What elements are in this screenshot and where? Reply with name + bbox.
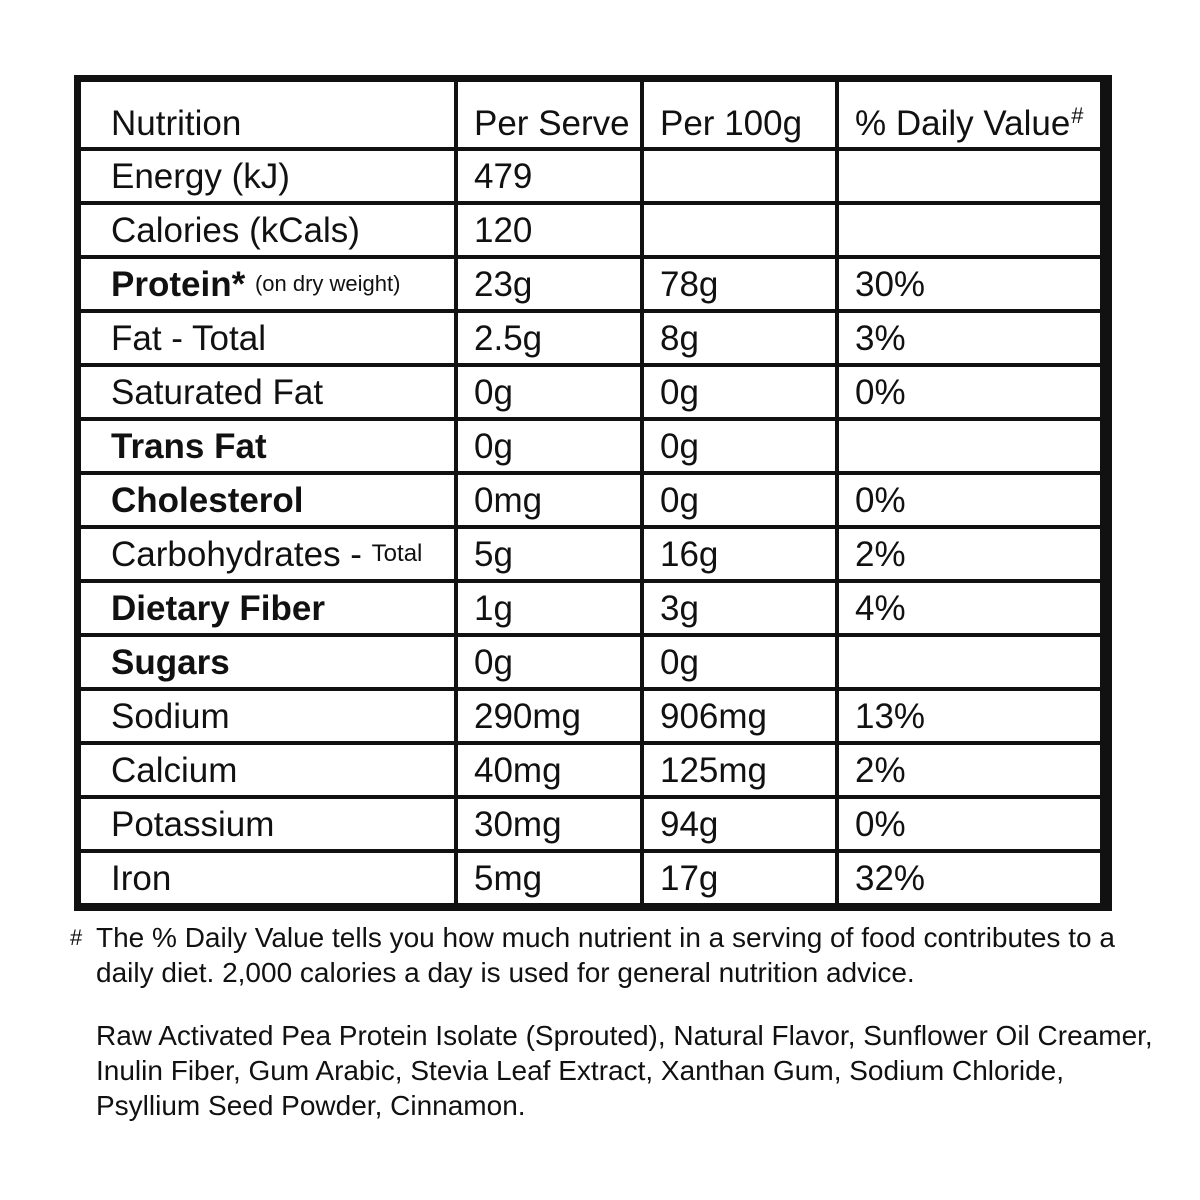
row-saturated-fat-daily-value: 0%: [839, 367, 1100, 417]
row-sugars-name: Sugars: [81, 637, 454, 687]
row-energy-per-serve: 479: [458, 151, 640, 201]
header-per-100g: Per 100g: [644, 82, 835, 147]
row-trans-fat-daily-value: [839, 421, 1100, 471]
footnote-mark: #: [70, 925, 83, 950]
row-saturated-fat-per-serve: 0g: [458, 367, 640, 417]
row-calories-name: Calories (kCals): [81, 205, 454, 255]
row-calories-daily-value: [839, 205, 1100, 255]
row-carbohydrates-name: [81, 529, 454, 579]
row-iron-per-100g: 17g: [644, 853, 835, 903]
row-trans-fat-per-100g: 0g: [644, 421, 835, 471]
header-nutrition: Nutrition: [81, 82, 454, 147]
row-calories-per-100g: [644, 205, 835, 255]
row-energy-name: Energy (kJ): [81, 151, 454, 201]
row-calcium-daily-value: 2%: [839, 745, 1100, 795]
row-iron-name: Iron: [81, 853, 454, 903]
row-sodium-daily-value: 13%: [839, 691, 1100, 741]
row-sugars-daily-value: [839, 637, 1100, 687]
row-sodium-per-100g: 906mg: [644, 691, 835, 741]
row-fat-total-per-serve: 2.5g: [458, 313, 640, 363]
row-saturated-fat-name: Saturated Fat: [81, 367, 454, 417]
row-calcium-name: Calcium: [81, 745, 454, 795]
header-per-serve: Per Serve: [458, 82, 640, 147]
row-dietary-fiber-per-serve: 1g: [458, 583, 640, 633]
header-daily-value-label: % Daily Value: [855, 104, 1071, 143]
row-potassium-per-100g: 94g: [644, 799, 835, 849]
row-carbohydrates-daily-value: 2%: [839, 529, 1100, 579]
row-iron-daily-value: 32%: [839, 853, 1100, 903]
row-carbohydrates-label: Carbohydrates -: [111, 534, 372, 574]
ingredients-list: Raw Activated Pea Protein Isolate (Sprouted), Natural Flavor, Sunflower Oil Creamer, Inulin Fiber, Gum Arabic, Stevia Leaf Extract, Xanthan Gum, Sodium Chloride, Psyllium Seed Powder, Cinnamon.: [96, 1020, 1153, 1121]
row-trans-fat-per-serve: 0g: [458, 421, 640, 471]
row-calcium-per-serve: 40mg: [458, 745, 640, 795]
row-fat-total-name: Fat - Total: [81, 313, 454, 363]
footnote-text: The % Daily Value tells you how much nutrient in a serving of food contributes to a daily diet. 2,000 calories a day is used for general nutrition advice.: [96, 922, 1115, 988]
daily-value-footnote: [70, 920, 1150, 990]
row-protein-label: Protein*: [111, 264, 246, 304]
row-trans-fat-name: Trans Fat: [81, 421, 454, 471]
nutrition-table: [74, 75, 1112, 911]
row-sodium-name: Sodium: [81, 691, 454, 741]
row-cholesterol-per-100g: 0g: [644, 475, 835, 525]
row-dietary-fiber-name: Dietary Fiber: [81, 583, 454, 633]
row-potassium-daily-value: 0%: [839, 799, 1100, 849]
row-cholesterol-name: Cholesterol: [81, 475, 454, 525]
row-energy-per-100g: [644, 151, 835, 201]
row-sugars-per-100g: 0g: [644, 637, 835, 687]
header-daily-value: [839, 82, 1100, 147]
row-calories-per-serve: 120: [458, 205, 640, 255]
row-saturated-fat-per-100g: 0g: [644, 367, 835, 417]
row-dietary-fiber-per-100g: 3g: [644, 583, 835, 633]
row-protein-per-100g: 78g: [644, 259, 835, 309]
row-dietary-fiber-daily-value: 4%: [839, 583, 1100, 633]
row-energy-daily-value: [839, 151, 1100, 201]
row-protein-per-serve: 23g: [458, 259, 640, 309]
row-cholesterol-daily-value: 0%: [839, 475, 1100, 525]
row-carbohydrates-note: Total: [371, 540, 423, 567]
row-cholesterol-per-serve: 0mg: [458, 475, 640, 525]
row-protein-name: [81, 259, 454, 309]
row-potassium-name: Potassium: [81, 799, 454, 849]
row-sodium-per-serve: 290mg: [458, 691, 640, 741]
row-carbohydrates-per-100g: 16g: [644, 529, 835, 579]
row-protein-note: (on dry weight): [254, 271, 401, 296]
row-iron-per-serve: 5mg: [458, 853, 640, 903]
row-fat-total-daily-value: 3%: [839, 313, 1100, 363]
daily-value-footnote-mark: #: [1071, 103, 1084, 128]
row-carbohydrates-per-serve: 5g: [458, 529, 640, 579]
row-fat-total-per-100g: 8g: [644, 313, 835, 363]
row-protein-daily-value: 30%: [839, 259, 1100, 309]
row-calcium-per-100g: 125mg: [644, 745, 835, 795]
row-potassium-per-serve: 30mg: [458, 799, 640, 849]
row-sugars-per-serve: 0g: [458, 637, 640, 687]
